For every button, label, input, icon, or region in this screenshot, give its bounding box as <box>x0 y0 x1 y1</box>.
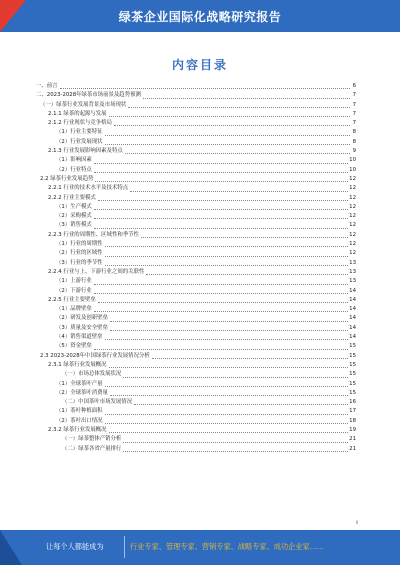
toc-heading: 内容目录 <box>171 58 228 72</box>
toc-entry[interactable] <box>36 380 356 389</box>
toc-entry[interactable] <box>36 82 356 91</box>
page-number-mark: II <box>356 520 359 525</box>
toc-entry-page: 12 <box>349 175 356 182</box>
footer-divider <box>124 536 125 558</box>
toc-entry[interactable] <box>36 91 356 100</box>
toc-entry-text: （3）行业的季节性 <box>56 259 103 266</box>
toc-leader-dots <box>109 116 350 117</box>
toc-entry-text: 2.2.3 行业的周期性、区域性和季节性 <box>48 231 139 238</box>
toc-entry[interactable] <box>36 110 356 119</box>
toc-entry[interactable] <box>36 221 356 230</box>
toc-entry-text: （2）行业发展现状 <box>56 138 103 145</box>
toc-entry[interactable] <box>36 324 356 333</box>
toc-entry-text: （3）销售模式 <box>56 222 92 229</box>
toc-leader-dots <box>110 321 348 322</box>
toc-entry-text: 一、前言 <box>36 83 58 89</box>
toc-entry-text: （1）品牌壁垒 <box>56 306 92 313</box>
toc-entry-page: 15 <box>349 389 356 396</box>
toc-entry-text: （3）质量及安全壁垒 <box>56 324 108 331</box>
toc-entry-text: 2.2.1 行业的技术水平及技术特点 <box>48 185 129 192</box>
toc-entry-text: （2）下游行业 <box>56 287 92 294</box>
toc-entry[interactable] <box>36 342 356 351</box>
toc-leader-dots <box>114 125 350 126</box>
toc-leader-dots <box>105 423 349 424</box>
toc-entry-page: 15 <box>349 380 356 387</box>
toc-leader-dots <box>95 181 348 182</box>
toc-entry-page: 13 <box>349 278 356 285</box>
toc-entry-page: 12 <box>349 213 356 220</box>
toc-leader-dots <box>98 302 348 303</box>
toc-entry-page: 7 <box>352 120 356 127</box>
toc-entry[interactable] <box>36 435 356 444</box>
toc-leader-dots <box>105 135 350 136</box>
toc-entry-page: 10 <box>349 166 356 173</box>
toc-entry-page: 14 <box>349 296 356 303</box>
toc-entry[interactable] <box>36 370 356 379</box>
toc-entry-page: 10 <box>349 157 356 164</box>
toc-entry-page: 15 <box>349 361 356 368</box>
toc-entry[interactable] <box>36 287 356 296</box>
toc-leader-dots <box>105 144 350 145</box>
toc-entry[interactable] <box>36 101 356 110</box>
toc-entry-page: 7 <box>352 92 356 99</box>
toc-leader-dots <box>105 256 349 257</box>
toc-entry-text: （2）采购模式 <box>56 213 92 220</box>
toc-entry-page: 13 <box>349 259 356 266</box>
toc-entry-page: 12 <box>349 250 356 257</box>
toc-entry[interactable] <box>36 138 356 147</box>
toc-leader-dots <box>109 432 349 433</box>
toc-entry-page: 14 <box>349 334 356 341</box>
toc-entry-text: 2.2.2 行业主要模式 <box>48 194 96 201</box>
toc-entry-text: （一）绿茶整体产销分析 <box>62 436 122 443</box>
footer-slogan-right: 行业专家、管理专家、营销专家、战略专家、成功企业家…… <box>130 542 325 551</box>
toc-entry-text: （一）市场总体发展状况 <box>62 371 122 378</box>
toc-entry[interactable] <box>36 194 356 203</box>
toc-entry-page: 7 <box>352 110 356 117</box>
toc-leader-dots <box>94 218 348 219</box>
toc-leader-dots <box>128 107 350 108</box>
toc-entry[interactable] <box>36 398 356 407</box>
toc-entry[interactable] <box>36 268 356 277</box>
toc-entry-text: （2）行业的区域性 <box>56 250 103 257</box>
toc-leader-dots <box>130 191 348 192</box>
toc-leader-dots <box>105 339 349 340</box>
toc-leader-dots <box>125 153 350 154</box>
toc-entry-page: 18 <box>349 417 356 424</box>
toc-leader-dots <box>94 172 348 173</box>
toc-leader-dots <box>94 293 348 294</box>
toc-entry-text: （2）全球茶叶消费量 <box>56 389 108 396</box>
toc-leader-dots <box>123 377 348 378</box>
toc-entry-page: 8 <box>352 138 356 145</box>
toc-leader-dots <box>94 228 348 229</box>
toc-entry[interactable] <box>36 314 356 323</box>
toc-entry-text: （2）研发及创新壁垒 <box>56 315 108 322</box>
toc-entry[interactable] <box>36 352 356 361</box>
toc-leader-dots <box>141 237 348 238</box>
toc-entry-page: 21 <box>349 436 356 443</box>
toc-leader-dots <box>123 442 348 443</box>
toc-entry[interactable] <box>36 296 356 305</box>
toc-entry-page: 12 <box>349 203 356 210</box>
toc-entry-text: 2.3.1 绿茶行业发展概况 <box>48 361 107 368</box>
toc-leader-dots <box>152 358 348 359</box>
toc-entry[interactable] <box>36 249 356 258</box>
toc-leader-dots <box>134 404 348 405</box>
toc-leader-dots <box>98 200 348 201</box>
toc-entry[interactable] <box>36 175 356 184</box>
toc-entry-text: 2.2.4 行业与上、下游行业之间的关联性 <box>48 268 145 275</box>
toc-entry-text: （1）上游行业 <box>56 278 92 285</box>
toc-entry-text: （5）资金壁垒 <box>56 343 92 350</box>
toc-entry-page: 7 <box>352 101 356 108</box>
toc-entry-text: （二）绿茶各省产量排行 <box>62 445 122 452</box>
toc-leader-dots <box>105 246 349 247</box>
toc-leader-dots <box>123 451 348 452</box>
toc-entry[interactable] <box>36 203 356 212</box>
toc-entry-page: 14 <box>349 315 356 322</box>
toc-leader-dots <box>143 98 350 99</box>
toc-entry[interactable] <box>36 426 356 435</box>
toc-entry-page: 16 <box>349 399 356 406</box>
toc-entry-text: （1）影响因素 <box>56 157 92 164</box>
toc-entry-text: 2.2 绿茶行业发展趋势 <box>40 175 94 182</box>
toc-entry-page: 9 <box>352 148 356 155</box>
toc-entry-text: 2.3 2023-2028年中国绿茶行业发展情况分析 <box>40 352 150 359</box>
toc-entry-page: 15 <box>349 352 356 359</box>
toc-entry-text: （1）行业主要特征 <box>56 129 103 136</box>
toc-entry[interactable] <box>36 231 356 240</box>
toc-leader-dots <box>110 395 348 396</box>
toc-entry-text: （4）销售渠道壁垒 <box>56 334 103 341</box>
toc-entry-text: （二）中国茶叶市场发展情况 <box>62 399 133 406</box>
toc-entry-page: 12 <box>349 185 356 192</box>
toc-entry-page: 21 <box>349 445 356 452</box>
toc-leader-dots <box>94 284 348 285</box>
toc-entry-page: 12 <box>349 194 356 201</box>
toc-entry-text: （2）行业特点 <box>56 166 92 173</box>
toc-entry[interactable] <box>36 166 356 175</box>
toc-entry[interactable] <box>36 389 356 398</box>
footer-accent-shape <box>0 530 22 565</box>
toc-leader-dots <box>94 311 348 312</box>
toc-entry[interactable] <box>36 147 356 156</box>
toc-entry-page: 19 <box>349 426 356 433</box>
toc-entry[interactable] <box>36 407 356 416</box>
toc-entry[interactable] <box>36 417 356 426</box>
toc-entry-text: 2.3.2 绿茶行业发展概况 <box>48 426 107 433</box>
document-title: 绿茶企业国际化战略研究报告 <box>118 10 282 24</box>
toc-entry-text: （1）生产模式 <box>56 203 92 210</box>
toc-entry[interactable] <box>36 128 356 137</box>
toc-leader-dots <box>110 330 348 331</box>
toc-entry-text: （1）全球茶叶产量 <box>56 380 103 387</box>
toc-entry-page: 13 <box>349 268 356 275</box>
toc-entry-text: 2.1.1 绿茶的起源与发展 <box>48 110 107 117</box>
toc-leader-dots <box>105 386 349 387</box>
toc-entry-page: 8 <box>352 129 356 136</box>
toc-leader-dots <box>146 274 348 275</box>
toc-entry[interactable] <box>36 184 356 193</box>
toc-entry-page: 15 <box>349 371 356 378</box>
toc-entry-text: 2.1.2 行业现状与竞争格局 <box>48 120 112 127</box>
toc-entry-text: 2.2.5 行业主要壁垒 <box>48 296 96 303</box>
toc-entry[interactable] <box>36 445 356 454</box>
toc-entry-page: 12 <box>349 231 356 238</box>
toc-entry[interactable] <box>36 361 356 370</box>
toc-entry-page: 14 <box>349 287 356 294</box>
toc-entry[interactable] <box>36 212 356 221</box>
toc-entry-page: 15 <box>349 343 356 350</box>
toc-entry-page: 14 <box>349 306 356 313</box>
toc-entry[interactable] <box>36 240 356 249</box>
toc-entry-text: 二、2023-2028年绿茶市场前景及趋势预测 <box>36 92 141 99</box>
footer-slogan-left: 让每个人都能成为 <box>46 542 104 551</box>
toc-entry-text: （1）行业的周期性 <box>56 241 103 248</box>
toc-leader-dots <box>94 349 348 350</box>
toc-entry[interactable] <box>36 277 356 286</box>
toc-entry[interactable] <box>36 305 356 314</box>
toc-leader-dots <box>109 367 349 368</box>
toc-entry[interactable] <box>36 156 356 165</box>
header-bar <box>0 0 400 32</box>
toc-leader-dots <box>60 88 350 89</box>
toc-entry-text: 2.1.3 行业发展影响因素及特点 <box>48 148 123 155</box>
toc-entry-page: 12 <box>349 241 356 248</box>
toc-leader-dots <box>105 414 349 415</box>
toc-entry-text: （2）茶叶出口情况 <box>56 417 103 424</box>
toc-entry-page: 17 <box>349 408 356 415</box>
toc-entry-page: 6 <box>352 83 356 89</box>
toc-entry-text: （1）茶叶种植面积 <box>56 408 103 415</box>
toc-leader-dots <box>105 265 349 266</box>
toc-entry-page: 12 <box>349 222 356 229</box>
toc-entry[interactable] <box>36 119 356 128</box>
table-of-contents <box>36 82 356 454</box>
toc-leader-dots <box>94 209 348 210</box>
toc-entry[interactable] <box>36 259 356 268</box>
toc-leader-dots <box>94 163 348 164</box>
toc-entry[interactable] <box>36 333 356 342</box>
toc-entry-page: 14 <box>349 324 356 331</box>
toc-entry-text: （一）绿茶行业发展背景及市场现状 <box>40 101 127 108</box>
